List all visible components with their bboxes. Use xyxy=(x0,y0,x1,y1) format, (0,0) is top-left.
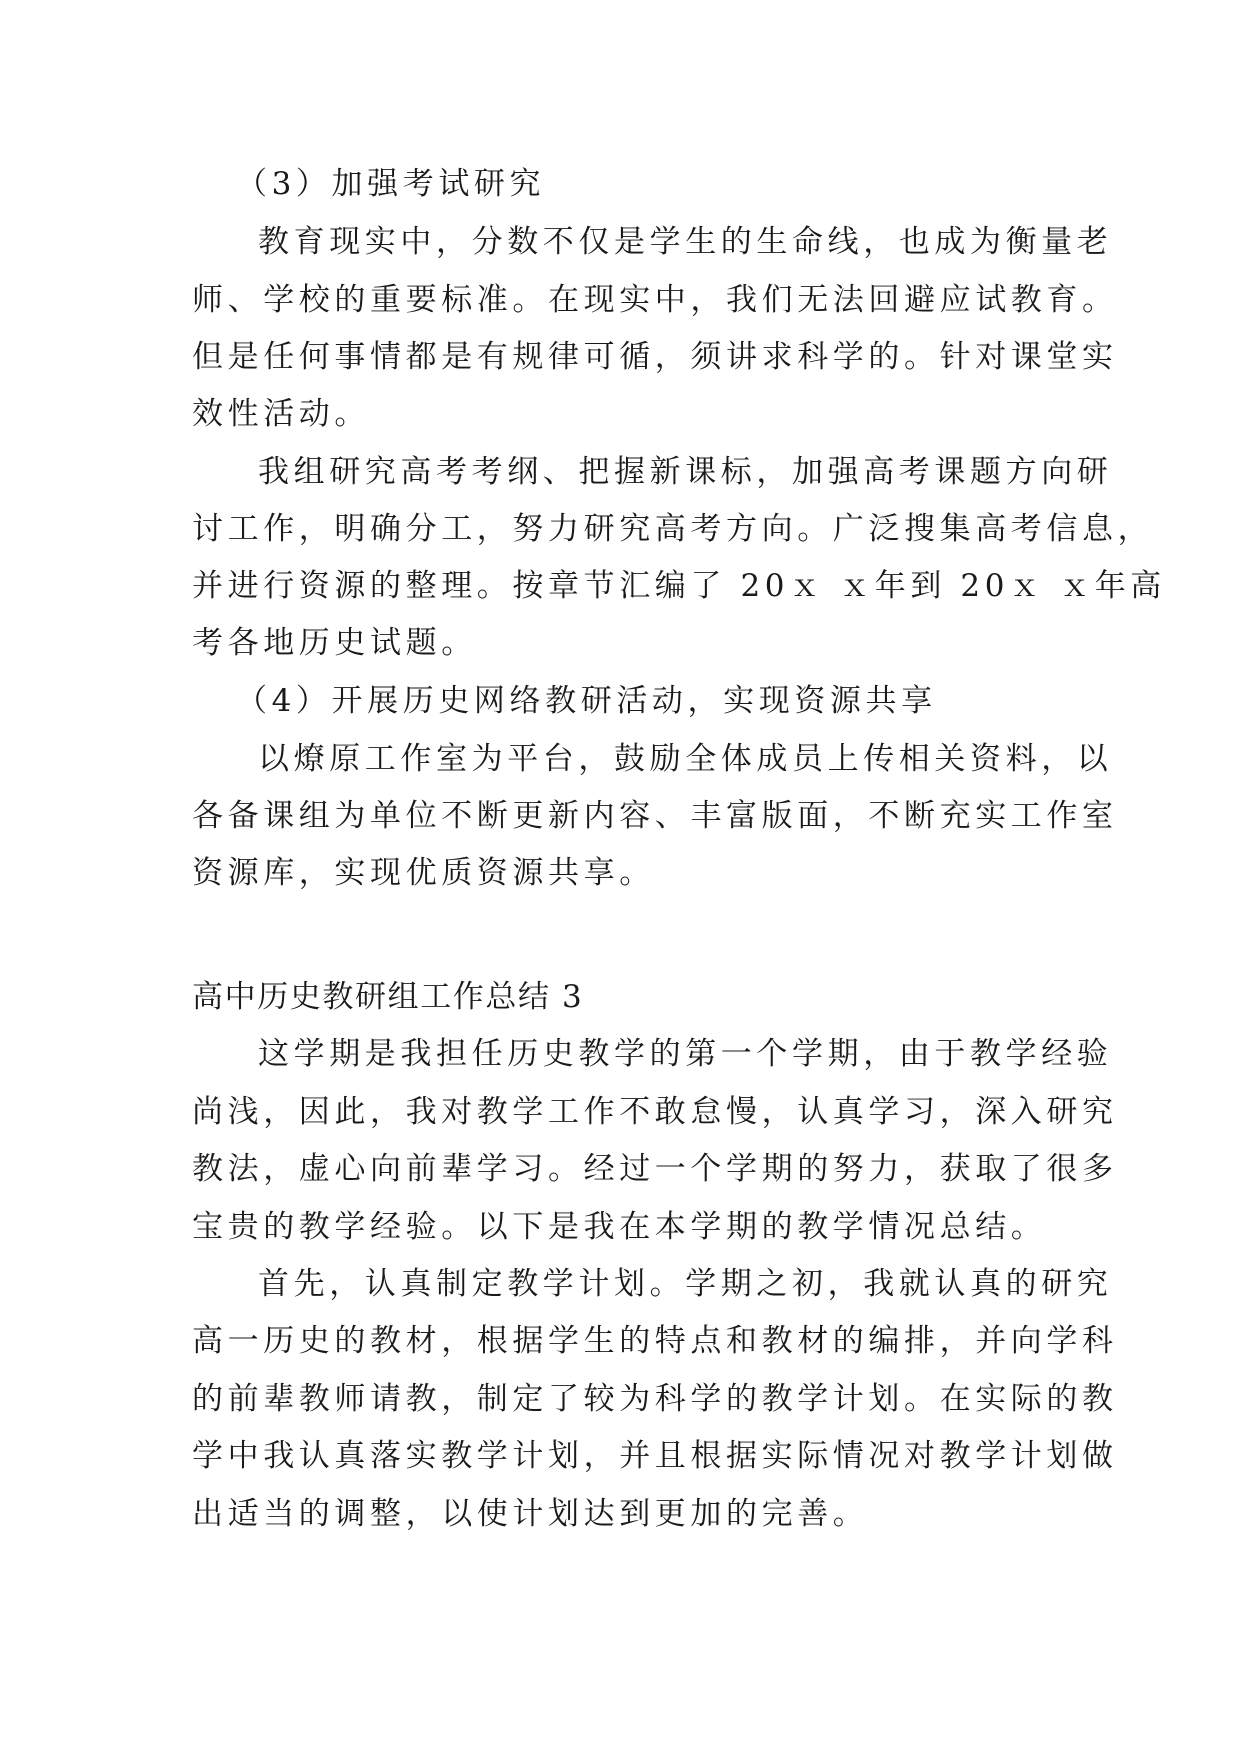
paragraph-line: 的前辈教师请教，制定了较为科学的教学计划。在实际的教 xyxy=(192,1381,1118,1417)
section-heading-online-research: （4）开展历史网络教研活动，实现资源共享 xyxy=(236,683,937,719)
section-heading-exam-research: （3）加强考试研究 xyxy=(236,166,546,202)
paragraph-line: 教育现实中，分数不仅是学生的生命线，也成为衡量老 xyxy=(258,224,1113,260)
document-title: 高中历史教研组工作总结 3 xyxy=(192,979,584,1015)
paragraph-line: 高一历史的教材，根据学生的特点和教材的编排，并向学科 xyxy=(192,1323,1118,1359)
paragraph-line: 讨工作，明确分工，努力研究高考方向。广泛搜集高考信息， xyxy=(192,511,1154,547)
paragraph-line: 这学期是我担任历史教学的第一个学期，由于教学经验 xyxy=(258,1036,1113,1072)
paragraph-line: 出适当的调整，以使计划达到更加的完善。 xyxy=(192,1496,869,1532)
paragraph-line: 师、学校的重要标准。在现实中，我们无法回避应试教育。 xyxy=(192,282,1118,318)
paragraph-line: 以燎原工作室为平台，鼓励全体成员上传相关资料，以 xyxy=(258,741,1113,777)
paragraph-line: 资源库，实现优质资源共享。 xyxy=(192,855,655,891)
paragraph-line: 我组研究高考考纲、把握新课标，加强高考课题方向研 xyxy=(258,454,1113,490)
paragraph-line: 考各地历史试题。 xyxy=(192,625,477,661)
paragraph-line: 宝贵的教学经验。以下是我在本学期的教学情况总结。 xyxy=(192,1209,1047,1245)
paragraph-line: 教法，虚心向前辈学习。经过一个学期的努力，获取了很多 xyxy=(192,1151,1118,1187)
paragraph-line: 但是任何事情都是有规律可循，须讲求科学的。针对课堂实 xyxy=(192,339,1118,375)
paragraph-line: 并进行资源的整理。按章节汇编了 20ｘ ｘ年到 20ｘ ｘ年高 xyxy=(192,568,1166,604)
paragraph-line: 尚浅，因此，我对教学工作不敢怠慢，认真学习，深入研究 xyxy=(192,1094,1118,1130)
paragraph-line: 首先，认真制定教学计划。学期之初，我就认真的研究 xyxy=(258,1266,1113,1302)
paragraph-line: 学中我认真落实教学计划，并且根据实际情况对教学计划做 xyxy=(192,1438,1118,1474)
paragraph-line: 效性活动。 xyxy=(192,396,370,432)
paragraph-line: 各备课组为单位不断更新内容、丰富版面，不断充实工作室 xyxy=(192,798,1118,834)
